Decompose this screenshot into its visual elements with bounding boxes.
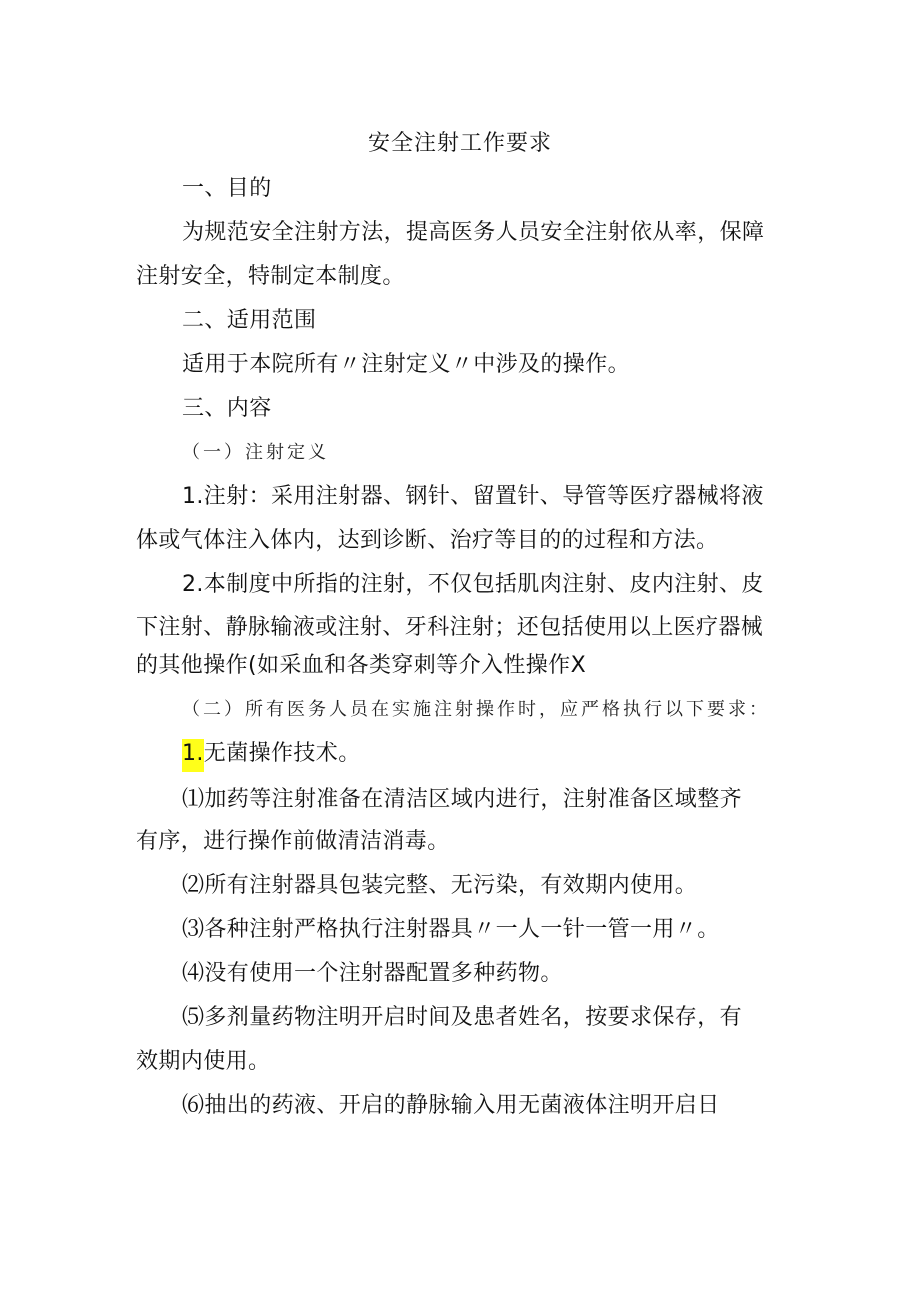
highlighted-number: 1. — [182, 739, 204, 772]
paragraph-line: 有序，进行操作前做清洁消毒。 — [136, 829, 450, 854]
paragraph-line: 注射安全，特制定本制度。 — [136, 264, 405, 289]
paragraph-line: 下注射、静脉输液或注射、牙科注射；还包括使用以上医疗器械 — [136, 615, 764, 640]
paragraph-line: 1.注射：采用注射器、钢针、留置针、导管等医疗器械将液 — [182, 484, 764, 509]
subsection-heading-definition: （一）注射定义 — [182, 442, 329, 463]
list-item-label: 无菌操作技术。 — [203, 741, 361, 766]
paragraph-line: ⑹抽出的药液、开启的静脉输入用无菌液体注明开启日 — [182, 1093, 720, 1118]
paragraph-line: 的其他操作(如采血和各类穿刺等介入性操作X — [136, 653, 587, 678]
list-item-heading — [182, 738, 842, 770]
paragraph-line: ⑷没有使用一个注射器配置多种药物。 — [182, 961, 563, 986]
paragraph-line: 体或气体注入体内，达到诊断、治疗等目的的过程和方法。 — [136, 528, 719, 553]
document-title: 安全注射工作要求 — [367, 131, 552, 156]
paragraph-line: 为规范安全注射方法，提高医务人员安全注射依从率，保障 — [182, 220, 765, 245]
section-heading-purpose: 一、目的 — [182, 176, 272, 201]
paragraph-line: ⑸多剂量药物注明开启时间及患者姓名，按要求保存，有 — [182, 1005, 743, 1030]
paragraph-line: ⑵所有注射器具包装完整、无污染，有效期内使用。 — [182, 873, 698, 898]
paragraph-line: 2.本制度中所指的注射，不仅包括肌肉注射、皮内注射、皮 — [182, 572, 764, 597]
paragraph-line: ⑴加药等注射准备在清洁区域内进行，注射准备区域整齐 — [182, 787, 743, 812]
section-heading-content: 三、内容 — [182, 396, 272, 421]
paragraph-line: 适用于本院所有〃注射定义〃中涉及的操作。 — [182, 352, 631, 377]
subsection-heading-requirements: （二）所有医务人员在实施注射操作时，应严格执行以下要求： — [182, 699, 770, 720]
section-heading-scope: 二、适用范围 — [182, 308, 317, 333]
paragraph-line: 效期内使用。 — [136, 1049, 271, 1074]
paragraph-line: ⑶各种注射严格执行注射器具〃一人一针一管一用〃。 — [182, 917, 720, 942]
